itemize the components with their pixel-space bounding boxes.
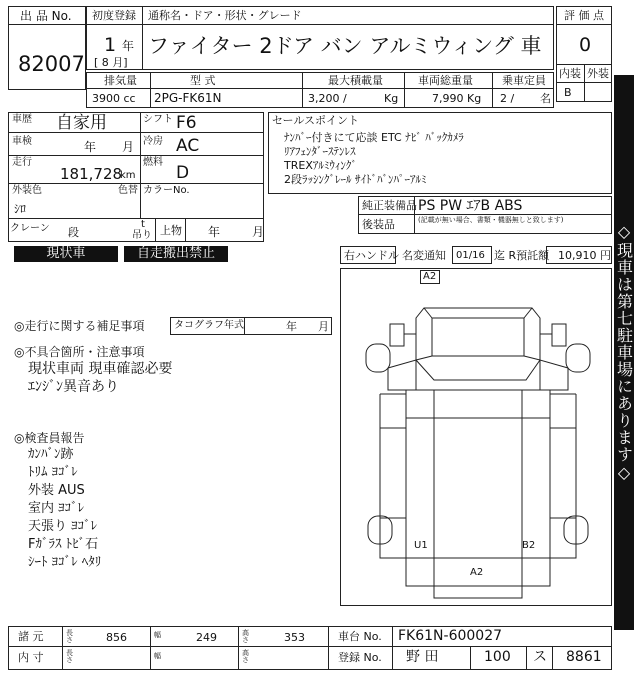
current-car-badge: 現状車 bbox=[14, 246, 118, 262]
tacho-month-unit: 月 bbox=[318, 320, 329, 333]
name-change-label: 名変通知 bbox=[402, 249, 446, 262]
color-change-label: 色替 bbox=[118, 185, 138, 196]
lot-number: 82007 bbox=[18, 52, 85, 76]
crane-ton: t bbox=[141, 219, 145, 230]
displacement-label: 排気量 bbox=[104, 74, 137, 87]
width-value: 249 bbox=[196, 631, 217, 644]
fuel-label: 燃料 bbox=[143, 157, 163, 168]
travel-notes-title: ◎走行に関する補足事項 bbox=[14, 319, 145, 333]
model-label: 型 式 bbox=[190, 74, 216, 87]
inner-width-label: 幅 bbox=[154, 652, 161, 660]
chassis-label: 車台 No. bbox=[338, 630, 382, 643]
height-value: 353 bbox=[284, 631, 305, 644]
rating-label: 評 価 点 bbox=[564, 9, 604, 22]
inner-length-label: 長さ bbox=[66, 649, 73, 664]
crane-hang: 吊り bbox=[132, 230, 152, 241]
deposit-label: 迄 R預託額 bbox=[494, 249, 550, 262]
mileage-unit: km bbox=[120, 170, 136, 181]
mark-a2-top: A2 bbox=[423, 271, 437, 282]
max-load-unit: Kg bbox=[384, 92, 399, 105]
inspector-item: ｶﾝﾊﾞﾝ跡 bbox=[28, 447, 74, 462]
sales-point-item: ﾅﾝﾊﾞｰ付きにて応談 ETC ﾅﾋﾞ ﾊﾞｯｸｶﾒﾗ bbox=[284, 131, 464, 144]
shift-label: シフト bbox=[143, 114, 173, 125]
ac-label: 冷房 bbox=[143, 136, 163, 147]
model-value: 2PG-FK61N bbox=[154, 91, 222, 105]
inspector-item: 天張り ﾖｺﾞﾚ bbox=[28, 519, 98, 534]
equipment-label: 純正装備品 bbox=[362, 199, 417, 212]
aftermarket-label: 後装品 bbox=[362, 218, 395, 231]
name-change-value: 01/16 bbox=[456, 250, 485, 261]
year-unit: 年 bbox=[122, 39, 135, 53]
gross-weight-value: 7,990 Kg bbox=[432, 92, 482, 105]
vehicle-name: ファイター 2ドア バン アルミウィング 車 bbox=[148, 34, 542, 58]
sales-point-item: ﾘｱﾌｪﾝﾀﾞｰｽﾃﾝﾚｽ bbox=[284, 145, 356, 158]
inspector-item: ﾄﾘﾑ ﾖｺﾞﾚ bbox=[28, 465, 78, 480]
max-load-label: 最大積載量 bbox=[328, 74, 383, 87]
first-reg-label: 初度登録 bbox=[92, 9, 136, 22]
mark-b2: B2 bbox=[522, 540, 536, 551]
aftermarket-note: (記載が無い場合、書類・機器無しと致します) bbox=[418, 216, 564, 224]
equipment-value: PS PW ｴｱB ABS bbox=[418, 198, 523, 214]
shift-value: F6 bbox=[176, 113, 197, 133]
history-value: 自家用 bbox=[56, 113, 107, 133]
crane-label: クレーン bbox=[10, 223, 50, 234]
mileage-label: 走行 bbox=[12, 157, 32, 168]
length-value: 856 bbox=[106, 631, 127, 644]
defect-item: ｴﾝｼﾞﾝ異音あり bbox=[28, 379, 119, 395]
first-reg-year: 1 bbox=[104, 34, 117, 56]
lot-label: 出 品 No. bbox=[20, 9, 72, 23]
inspector-item: Fｶﾞﾗｽ ﾄﾋﾞ石 bbox=[28, 537, 99, 552]
inspection-year-unit: 年 bbox=[84, 140, 97, 154]
capacity-unit: 名 bbox=[540, 92, 551, 105]
dims-label: 諸 元 bbox=[18, 630, 44, 643]
ext-color-label: 外装色 bbox=[12, 185, 42, 196]
vehicle-name-label: 通称名・ドア・形状・グレード bbox=[148, 9, 302, 22]
location-banner: ◇現車は第七駐車場にあります◇ bbox=[614, 75, 634, 630]
upper-year-unit: 年 bbox=[208, 225, 221, 239]
inner-label: 内 寸 bbox=[18, 651, 44, 664]
chassis-value: FK61N-600027 bbox=[398, 628, 503, 644]
upper-month-unit: 月 bbox=[252, 225, 265, 239]
registration-label: 登録 No. bbox=[338, 651, 382, 664]
exterior-label: 外装 bbox=[587, 67, 609, 80]
reg-class: 100 bbox=[484, 649, 511, 665]
upper-label: 上物 bbox=[160, 224, 182, 237]
ext-color-value: ｼﾛ bbox=[14, 202, 27, 216]
tacho-label: タコグラフ年式 bbox=[174, 320, 244, 331]
sales-point-item: 2段ﾗｯｼﾝｸﾞﾚｰﾙ ｻｲﾄﾞﾊﾞﾝﾊﾟｰｱﾙﾐ bbox=[284, 173, 427, 186]
gross-weight-label: 車両総重量 bbox=[418, 74, 473, 87]
length-label: 長さ bbox=[66, 629, 73, 644]
inner-height-label: 高さ bbox=[242, 649, 249, 664]
interior-grade: B bbox=[564, 86, 572, 99]
fuel-value: D bbox=[176, 163, 190, 183]
inspector-item: 外装 AUS bbox=[28, 483, 85, 498]
defect-item: 現状車両 現車確認必要 bbox=[28, 361, 173, 377]
inspector-item: 室内 ﾖｺﾞﾚ bbox=[28, 501, 85, 516]
truck-diagram bbox=[340, 268, 612, 606]
deposit-unit: 円 bbox=[600, 249, 611, 262]
history-label: 車歴 bbox=[12, 114, 32, 125]
inspection-label: 車検 bbox=[12, 136, 32, 147]
max-load-value: 3,200 / bbox=[308, 92, 347, 105]
inspector-title: ◎検査員報告 bbox=[14, 431, 85, 445]
displacement-value: 3900 cc bbox=[92, 92, 136, 105]
height-label: 高さ bbox=[242, 629, 249, 644]
handle-value: 右ハンドル bbox=[344, 249, 399, 262]
rating-value: 0 bbox=[579, 34, 592, 56]
mark-u1: U1 bbox=[414, 540, 428, 551]
sales-points-title: セールスポイント bbox=[272, 114, 360, 127]
inspection-month-unit: 月 bbox=[122, 140, 135, 154]
deposit-value: 10,910 bbox=[558, 249, 597, 262]
footer-box bbox=[8, 626, 612, 670]
reg-kana: ス bbox=[533, 649, 547, 665]
reg-number: 8861 bbox=[566, 649, 602, 665]
interior-label: 内装 bbox=[559, 67, 581, 80]
capacity-value: 2 / bbox=[500, 92, 515, 105]
sales-point-item: TREXｱﾙﾐｳｨﾝｸﾞ bbox=[284, 159, 357, 172]
color-code-label: カラーNo. bbox=[143, 185, 190, 196]
inspector-item: ｼｰﾄ ﾖｺﾞﾚ ﾍﾀﾘ bbox=[28, 555, 102, 570]
reg-place: 野 田 bbox=[406, 649, 439, 665]
capacity-label: 乗車定員 bbox=[502, 74, 546, 87]
crane-stage: 段 bbox=[68, 226, 79, 239]
width-label: 幅 bbox=[154, 631, 161, 639]
first-reg-month: [ 8 月] bbox=[94, 56, 128, 69]
ac-value: AC bbox=[176, 136, 200, 156]
mileage-value: 181,728 bbox=[60, 165, 123, 183]
self-drive-banned-badge: 自走搬出禁止 bbox=[124, 246, 228, 262]
defects-title: ◎不具合箇所・注意事項 bbox=[14, 345, 145, 359]
tacho-year-unit: 年 bbox=[286, 320, 297, 333]
mark-a2-bottom: A2 bbox=[470, 567, 484, 578]
